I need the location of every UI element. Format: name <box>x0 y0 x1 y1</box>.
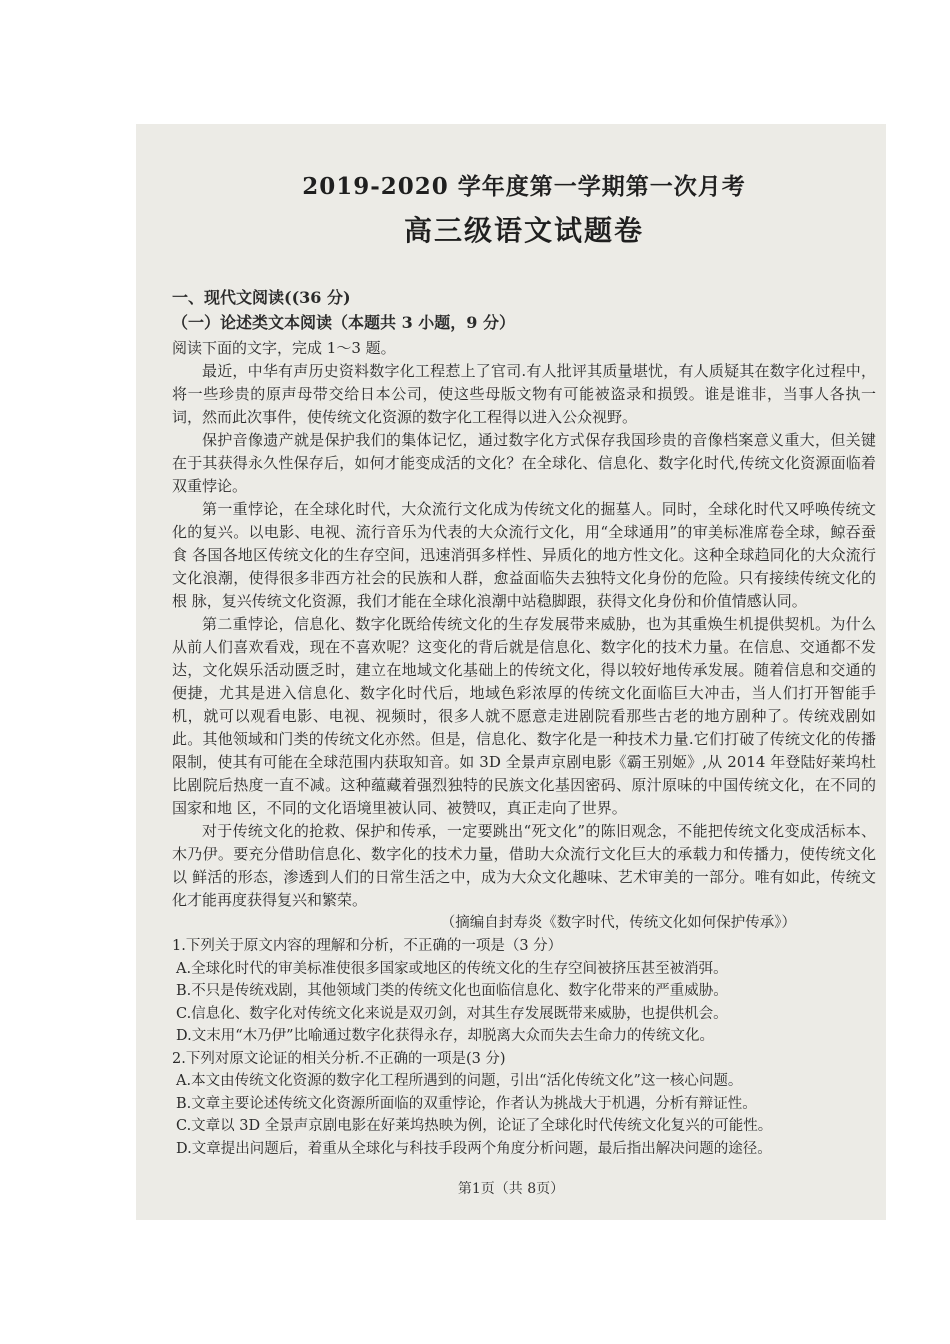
reading-instruction: 阅读下面的文字，完成 1～3 题。 <box>172 339 396 357</box>
question-stem: 1.下列关于原文内容的理解和分析，不正确的一项是（3 分） <box>172 938 563 954</box>
exam-paper <box>136 124 886 1220</box>
passage-source: （摘编自封寿炎《数字时代，传统文化如何保护传承》） <box>440 915 796 931</box>
question-option: A.全球化时代的审美标准使很多国家或地区的传统文化的生存空间被挤压甚至被消弭。 <box>176 960 728 977</box>
passage-paragraph-5: 对于传统文化的抢救、保护和传承，一定要跳出“死文化”的陈旧观念，不能把传统文化变成活标本、木乃伊。要充分借助信息化、数字化的技术力量，借助大众流行文化巨大的承载力和传播力，使传统文化以 鲜活的形态，渗透到人们的日常生活之中，成为大众文化趣味、艺术审美的一部分。唯有如此，传统文化才能再度获得复兴和繁荣。 <box>172 822 876 909</box>
passage-paragraph-2: 保护音像遗产就是保护我们的集体记忆，通过数字化方式保存我国珍贵的音像档案意义重大，但关键在于其获得永久性保存后，如何才能变成活的文化？在全球化、信息化、数字化时代,传统文化资源面临着双重悖论。 <box>172 431 876 495</box>
passage-paragraph-4: 第二重悖论，信息化、数字化既给传统文化的生存发展带来威胁，也为其重焕生机提供契机。为什么从前人们喜欢看戏，现在不喜欢呢？这变化的背后就是信息化、数字化的技术力量。在信息、交通都不发 达，文化娱乐活动匮乏时，建立在地域文化基础上的传统文化，得以较好地传承发展。随着信息和交通的便捷，尤其是进入信息化、数字化时代后，地域色彩浓厚的传统文化面临巨大冲击，当人们打开智能手机，就可以观看电影、电视、视频时，很多人就不愿意走进剧院看那些古老的地方剧种了。传统戏剧如此。其他领域和门类的传统文化亦然。但是，信息化、数字化是一种技术力量.它们打破了传统文化的传播限制，使其有可能在全球范围内获取知音。如 3D 全景声京剧电影《霸王别姬》,从 2014 年登陆好莱坞杜比剧院后热度一直不减。这种蕴藏着强烈独特的民族文化基因密码、原汁原味的中国传统文化，在不同的国家和地 区，不同的文化语境里被认同、被赞叹，真正走向了世界。 <box>172 615 876 817</box>
passage-paragraph-1: 最近，中华有声历史资料数字化工程惹上了官司.有人批评其质量堪忧，有人质疑其在数字化过程中，将一些珍贵的原声母带交给日本公司，使这些母版文物有可能被盗录和损毁。谁是谁非，当事人各执一词，然而此次事件，使传统文化资源的数字化工程得以进入公众视野。 <box>172 362 876 426</box>
question-option: D.文末用“木乃伊”比喻通过数字化获得永存，却脱离大众而失去生命力的传统文化。 <box>176 1028 715 1044</box>
question-1 <box>172 935 876 1048</box>
question-2 <box>172 1048 876 1161</box>
question-option: A.本文由传统文化资源的数字化工程所遇到的问题，引出“活化传统文化”这一核心问题。 <box>176 1073 743 1089</box>
passage-paragraph-3: 第一重悖论，在全球化时代，大众流行文化成为传统文化的掘墓人。同时，全球化时代又呼唤传统文化的复兴。以电影、电视、流行音乐为代表的大众流行文化，用“全球通用”的审美标准席卷全球，鲸吞蚕食 各国各地区传统文化的生存空间，迅速消弭多样性、异质化的地方性文化。这种全球趋同化的大众流行文化浪潮，使得很多非西方社会的民族和人群，愈益面临失去独特文化身份的危险。只有接续传统文化的根 脉，复兴传统文化资源，我们才能在全球化浪潮中站稳脚跟，获得文化身份和价值情感认同。 <box>172 500 876 610</box>
exam-title: 2019-2020 学年度第一学期第一次月考 <box>302 173 746 200</box>
question-stem: 2.下列对原文论证的相关分析.不正确的一项是(3 分) <box>172 1050 506 1067</box>
exam-subtitle: 高三级语文试题卷 <box>403 214 644 247</box>
question-option: C.信息化、数字化对传统文化来说是双刃剑，对其生存发展既带来威胁，也提供机会。 <box>176 1005 728 1022</box>
section-heading: 一、现代文阅读((36 分) <box>172 288 351 307</box>
question-option: D.文章提出问题后，着重从全球化与科技手段两个角度分析问题，最后指出解决问题的途径。 <box>176 1140 772 1157</box>
sub-section-heading: （一）论述类文本阅读（本题共 3 小题，9 分） <box>172 313 515 332</box>
question-option: B.文章主要论述传统文化资源所面临的双重悖论，作者认为挑战大于机遇，分析有辩证性。 <box>176 1095 757 1112</box>
page-number: 第1页（共 8页） <box>457 1181 565 1197</box>
question-option: C.文章以 3D 全景声京剧电影在好莱坞热映为例，论证了全球化时代传统文化复兴的可能性。 <box>176 1118 773 1134</box>
question-option: B.不只是传统戏剧，其他领域门类的传统文化也面临信息化、数字化带来的严重威胁。 <box>176 983 728 999</box>
